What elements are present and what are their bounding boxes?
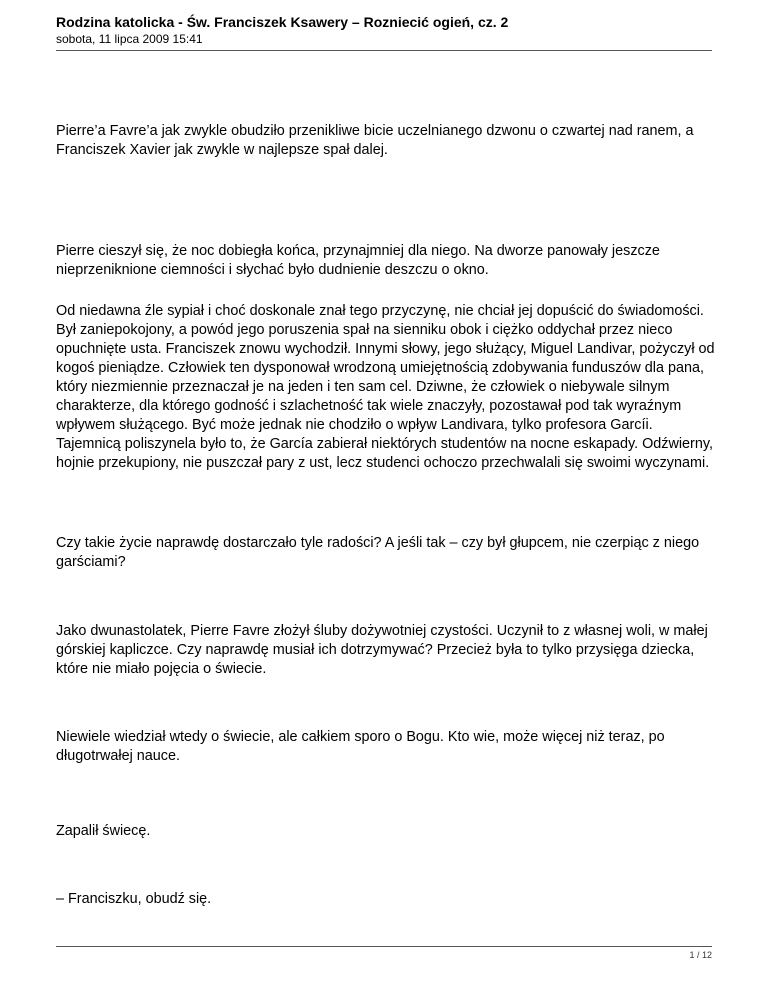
paragraph: Jako dwunastolatek, Pierre Favre złożył śluby dożywotniej czystości. Uczynił to z własnej woli, w małej górskiej kapliczce. Czy naprawdę musiał ich dotrzymywać? Przecież była to tylko przysięga dziecka, które nie miało pojęcia o świecie. bbox=[56, 623, 708, 677]
page-header bbox=[56, 14, 712, 47]
document-title: Rodzina katolicka - Św. Franciszek Ksawery – Rozniecić ogień, cz. 2 bbox=[56, 14, 509, 30]
paragraph: – Franciszku, obudź się. bbox=[56, 891, 212, 907]
page-number: 1 / 12 bbox=[689, 950, 712, 960]
footer-divider bbox=[56, 946, 712, 947]
paragraph: Pierre cieszył się, że noc dobiegła końca, przynajmniej dla niego. Na dworze panowały jeszcze nieprzeniknione ciemności i słychać było dudnienie deszczu o okno. bbox=[56, 243, 660, 278]
document-date: sobota, 11 lipca 2009 15:41 bbox=[56, 32, 203, 46]
paragraph: Zapalił świecę. bbox=[56, 823, 151, 839]
paragraph: Czy takie życie naprawdę dostarczało tyle radości? A jeśli tak – czy był głupcem, nie czerpiąc z niego garściami? bbox=[56, 535, 700, 570]
paragraph: Od niedawna źle sypiał i choć doskonale znał tego przyczynę, nie chciał jej dopuścić do świadomości. Był zaniepokojony, a powód jego poruszenia spał na sienniku obok i ciężko oddychał przez nieco opuchnięte usta. Franciszek znowu wychodził. Innymi słowy, jego służący, Miguel Landivar, pożyczył od kogoś pieniądze. Człowiek ten dysponował wrodzoną umiejętnością zdobywania funduszów dla pana, który niezmiennie przeznaczał je na jeden i ten sam cel. Dziwne, że człowiek o niebywale silnym charakterze, dla którego godność i szlachetność tak wiele znaczyły, pozostawał pod tak wyraźnym wpływem służącego. Być może jednak nie chodziło o wpływ Landivara, tylko profesora Garcíi. Tajemnicą poliszynela było to, że García zabierał niektórych studentów na nocne eskapady. Odźwierny, hojnie przekupiony, nie puszczał pary z ust, lecz studenci ochoczo przechwalali się swoimi wyczynami. bbox=[56, 303, 715, 471]
paragraph: Pierre’a Favre’a jak zwykle obudziło przenikliwe bicie uczelnianego dzwonu o czwartej nad ranem, a Franciszek Xavier jak zwykle w najlepsze spał dalej. bbox=[56, 123, 694, 158]
paragraph: Niewiele wiedział wtedy o świecie, ale całkiem sporo o Bogu. Kto wie, może więcej niż teraz, po długotrwałej nauce. bbox=[56, 729, 665, 764]
header-divider bbox=[56, 50, 712, 51]
